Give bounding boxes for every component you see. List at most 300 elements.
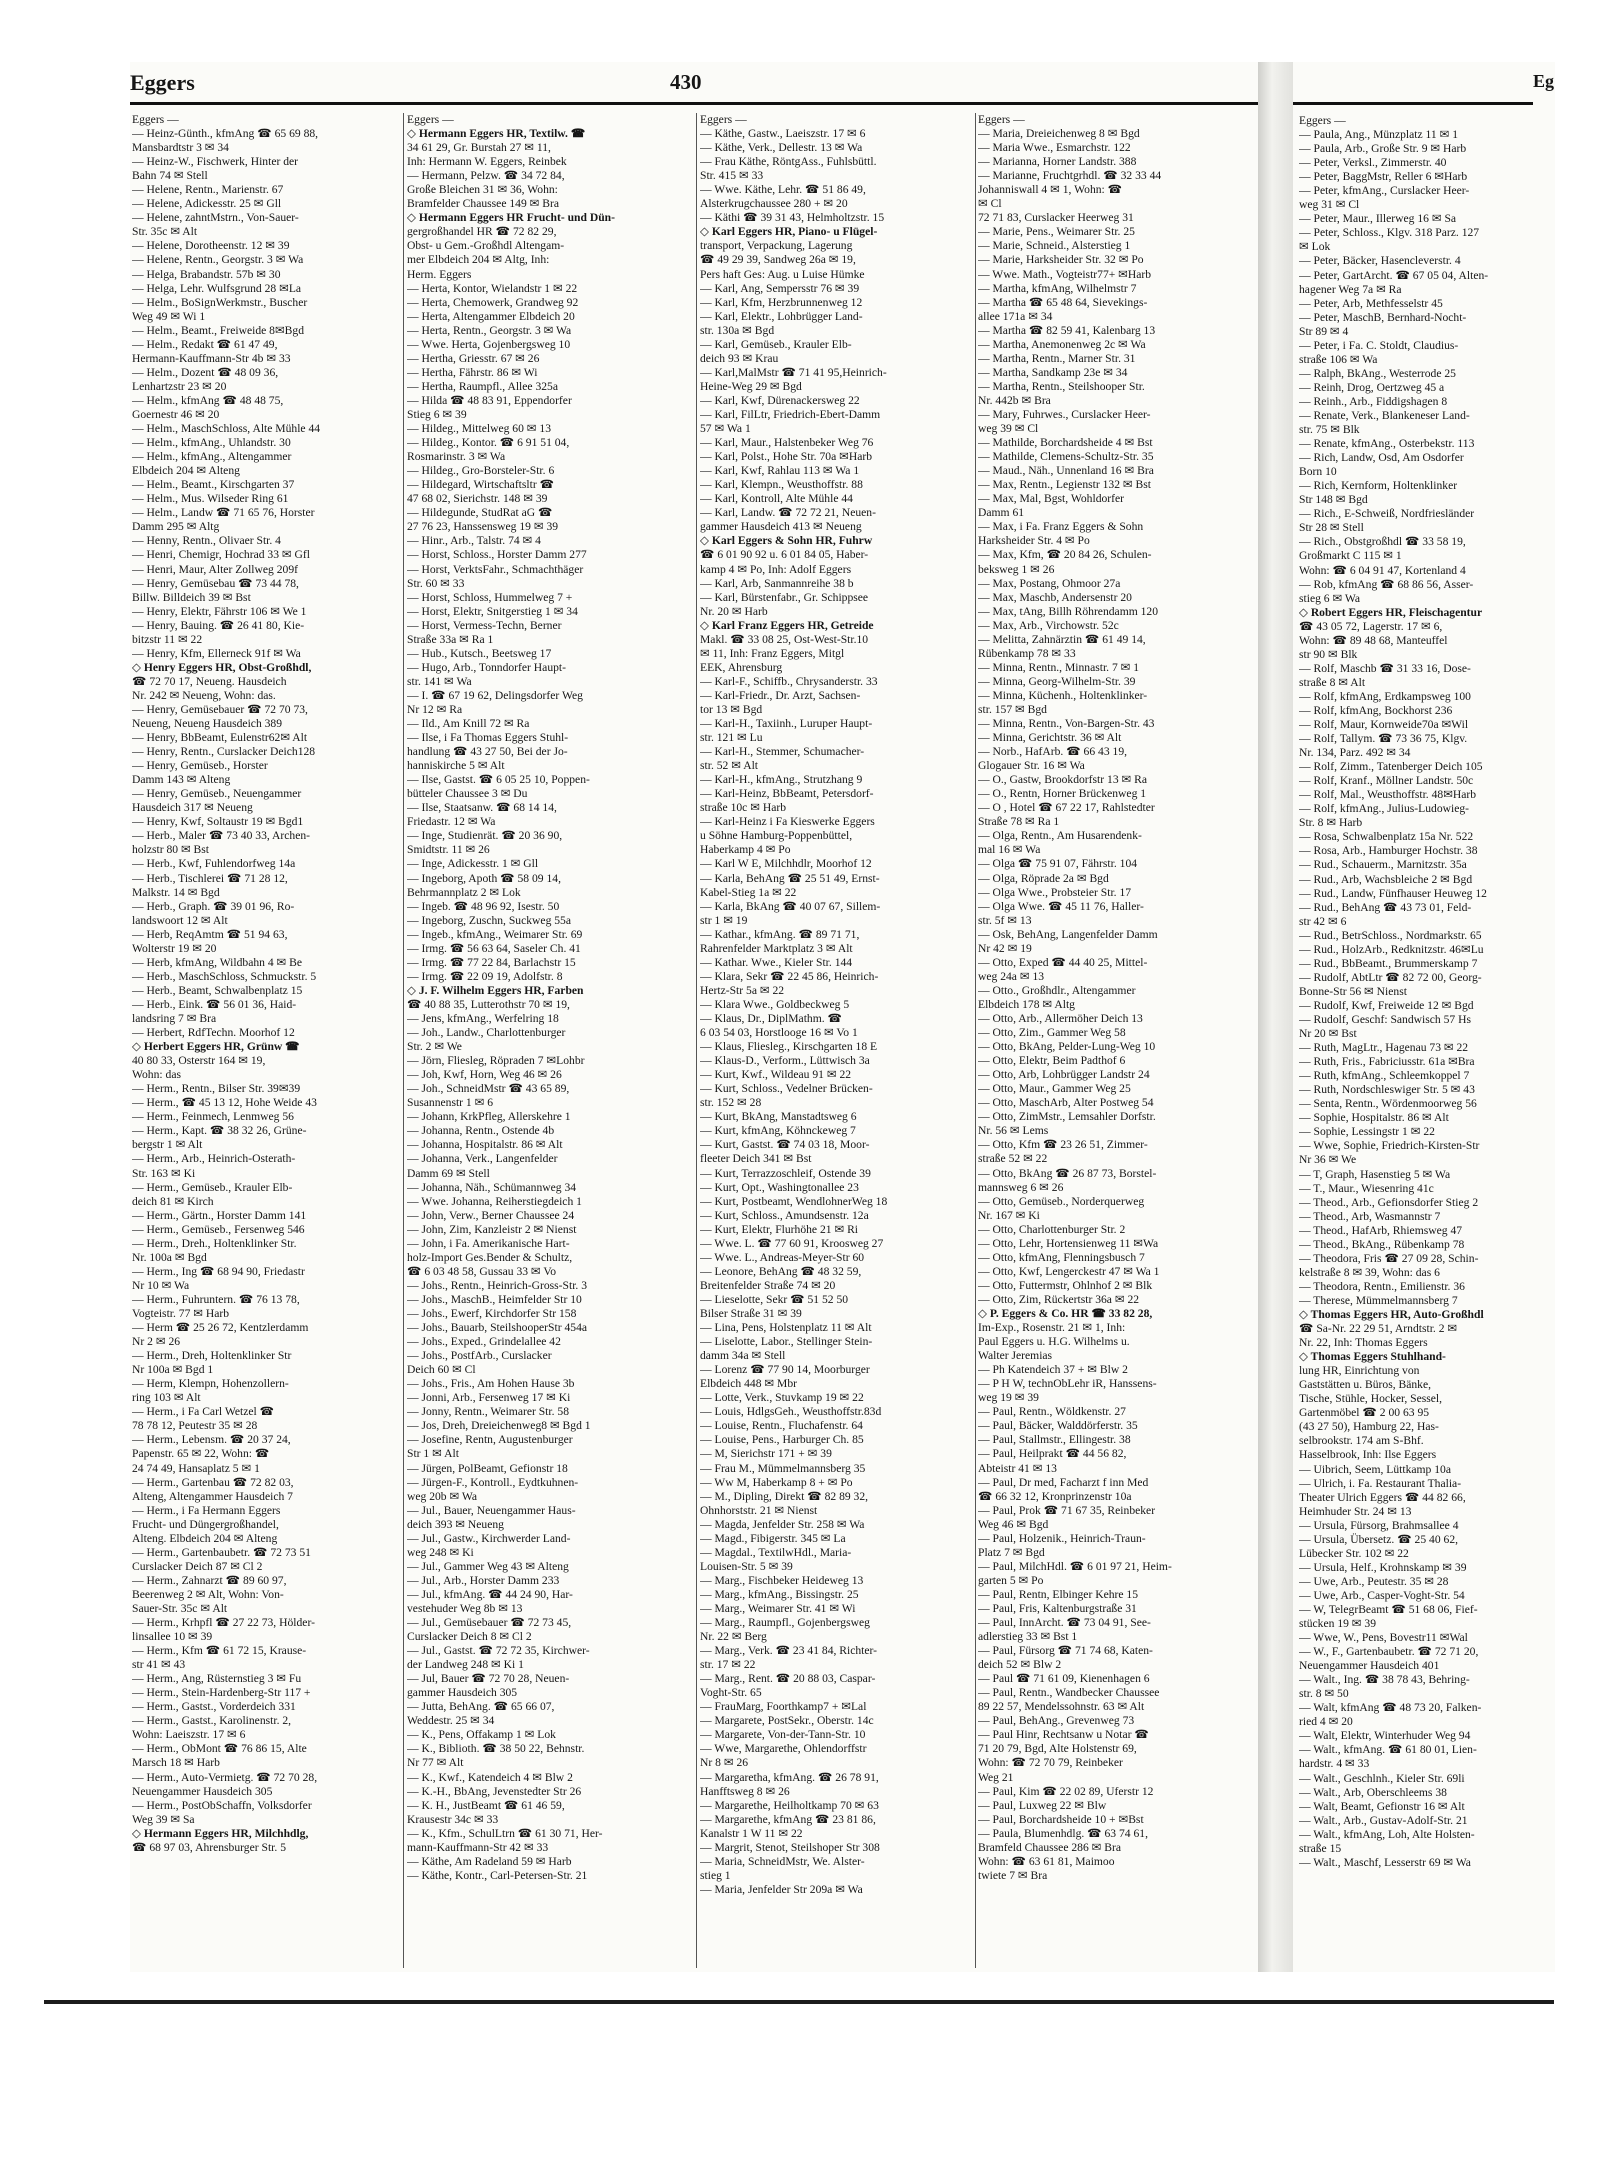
directory-entry-line: Marsch 18 ✉ Harb bbox=[132, 1756, 220, 1770]
directory-entry-line: — Olga, Röprade 2a ✉ Bgd bbox=[978, 871, 1109, 885]
directory-entry-line: — Ingeb., kfmAng., Weimarer Str. 69 bbox=[407, 927, 583, 941]
directory-entry-line: — Magd., Fibigerstr. 345 ✉ La bbox=[700, 1531, 846, 1545]
directory-entry-line: — Rolf, Mal., Weusthoffstr. 48✉Harb bbox=[1299, 788, 1477, 802]
directory-entry-line: Bramfeld Chaussee 286 ✉ Bra bbox=[978, 1840, 1122, 1854]
directory-entry-line: beksweg 1 ✉ 26 bbox=[978, 562, 1055, 576]
directory-entry-line: — Margarethe, kfmAng ☎ 23 81 86, bbox=[700, 1812, 876, 1826]
directory-entry-line: — Frau M., Mümmelmannsberg 35 bbox=[700, 1461, 866, 1475]
directory-entry-line: — Paul, Fris, Kaltenburgstraße 31 bbox=[978, 1601, 1137, 1615]
directory-entry-line: — Wwe. Math., Vogteistr77+ ✉Harb bbox=[978, 267, 1152, 281]
directory-entry-line: — Rolf, Tallym. ☎ 73 36 75, Klgv. bbox=[1299, 732, 1468, 746]
directory-entry-line: ☎ 6 03 48 58, Gussau 33 ✉ Vo bbox=[407, 1264, 557, 1278]
directory-entry-line: — Herm., Gastst., Karolinenstr. 2, bbox=[132, 1714, 292, 1728]
directory-entry-line: — Reinh., Arb., Fiddigshagen 8 bbox=[1299, 394, 1448, 408]
directory-entry-line: — Rich, Kernform, Holtenklinker bbox=[1299, 479, 1458, 493]
column-divider bbox=[403, 113, 404, 1968]
directory-entry-line: — Walt., Arb., Gustav-Adolf-Str. 21 bbox=[1299, 1813, 1468, 1827]
directory-entry-line: — Walt., Arb, Oberschleems 38 bbox=[1299, 1785, 1447, 1799]
directory-entry-line: — Maria, SchneidMstr, We. Alster- bbox=[700, 1854, 865, 1868]
directory-entry-line: Nr 8 ✉ 26 bbox=[700, 1756, 749, 1770]
directory-entry-line: — Paul, Heilprakt ☎ 44 56 82, bbox=[978, 1447, 1127, 1461]
directory-entry-line: — Norb., HafArb. ☎ 66 43 19, bbox=[978, 745, 1128, 759]
directory-entry-line: — Minna, Rentn., Minnastr. 7 ✉ 1 bbox=[978, 660, 1140, 674]
directory-entry-line: — Kurt, Gastst. ☎ 74 03 18, Moor- bbox=[700, 1138, 870, 1152]
directory-entry-line: — Maria Wwe., Esmarchstr. 122 bbox=[978, 141, 1131, 155]
directory-entry-line: — Otto, Exped ☎ 44 40 25, Mittel- bbox=[978, 955, 1148, 969]
directory-entry-line: — Herm., Gartenbaubetr. ☎ 72 73 51 bbox=[132, 1545, 311, 1559]
directory-entry-line: — Herm., ☎ 45 13 12, Hohe Weide 43 bbox=[132, 1096, 317, 1110]
directory-entry-line: — Karl, Kontroll, Alte Mühle 44 bbox=[700, 492, 853, 506]
directory-entry-line: — Mathilde, Borchardsheide 4 ✉ Bst bbox=[978, 436, 1153, 450]
directory-entry-line: — Horst, Schloss., Horster Damm 277 bbox=[407, 548, 587, 562]
directory-entry-line: — W., F., Gartenbaubetr. ☎ 72 71 20, bbox=[1299, 1645, 1479, 1659]
directory-entry-line: — Johann, KrkPfleg, Allerskehre 1 bbox=[407, 1110, 571, 1124]
directory-entry-line: — W, TelegrBeamt ☎ 51 68 06, Fief- bbox=[1299, 1602, 1478, 1616]
directory-entry-line: — Josefine, Rentn, Augustenburger bbox=[407, 1433, 573, 1447]
directory-entry-line: — Karl, Landw. ☎ 72 72 21, Neuen- bbox=[700, 506, 876, 520]
directory-entry-line: — Johs., MaschB., Heimfelder Str 10 bbox=[407, 1292, 582, 1306]
directory-entry-line: — Joh., SchneidMstr ☎ 43 65 89, bbox=[407, 1082, 570, 1096]
directory-entry-line: Ohnhorststr. 21 ✉ Nienst bbox=[700, 1503, 818, 1517]
directory-entry-line: — Rolf, kfmAng, Bockhorst 236 bbox=[1299, 703, 1453, 717]
directory-entry-line: — Paul, Holzenik., Heinrich-Traun- bbox=[978, 1531, 1146, 1545]
directory-entry-line: — Helm., Landw ☎ 71 65 76, Horster bbox=[132, 506, 315, 520]
directory-entry-line: Eggers — bbox=[1299, 114, 1346, 127]
directory-entry-line: Neuengammer Hausdeich 305 bbox=[132, 1784, 273, 1798]
column-2 bbox=[407, 113, 667, 1993]
directory-entry-line: — Herm., Gemüseb., Fersenweg 546 bbox=[132, 1222, 305, 1236]
directory-entry-line: ◇ Hermann Eggers HR, Textilw. ☎ bbox=[407, 127, 586, 141]
directory-entry-line: bitzstr 11 ✉ 22 bbox=[132, 632, 203, 646]
directory-entry-line: — Hertha, Griesstr. 67 ✉ 26 bbox=[407, 351, 540, 365]
directory-entry-line: — Rolf, Zimm., Tatenberger Deich 105 bbox=[1299, 760, 1483, 774]
directory-entry-line: — Olga, Rentn., Am Husarendenk- bbox=[978, 829, 1142, 843]
directory-entry-line: — Henry, Gemüseb., Neuengammer bbox=[132, 787, 302, 801]
directory-entry-line: — Ruth, Fris., Fabriciusstr. 61a ✉Bra bbox=[1299, 1055, 1475, 1069]
directory-entry-line: Bramfelder Chaussee 149 ✉ Bra bbox=[407, 197, 560, 211]
directory-entry-line: kamp 4 ✉ Po, Inh: Adolf Eggers bbox=[700, 562, 852, 576]
directory-entry-line: — Herb, kfmAng, Wildbahn 4 ✉ Be bbox=[132, 955, 303, 969]
directory-entry-line: Rübenkamp 78 ✉ 33 bbox=[978, 646, 1076, 660]
directory-entry-line: Herm. Eggers bbox=[407, 267, 472, 281]
directory-entry-line: Theater Ulrich Eggers ☎ 44 82 66, bbox=[1299, 1490, 1466, 1504]
directory-entry-line: Lenhartzstr 23 ✉ 20 bbox=[132, 379, 227, 393]
directory-entry-line: — Mathilde, Clemens-Schultz-Str. 35 bbox=[978, 450, 1154, 464]
directory-entry-line: — Herm., Gemüseb., Krauler Elb- bbox=[132, 1180, 293, 1194]
directory-entry-line: — Helene, Dorotheenstr. 12 ✉ 39 bbox=[132, 239, 290, 253]
directory-entry-line: — K., Pens, Offakamp 1 ✉ Lok bbox=[407, 1728, 556, 1742]
directory-entry-line: — Karl, Elektr., Lohbrügger Land- bbox=[700, 309, 863, 323]
directory-entry-line: — Marie, Schneid., Alsterstieg 1 bbox=[978, 239, 1131, 253]
directory-entry-line: Nr. 134, Parz. 492 ✉ 34 bbox=[1299, 746, 1411, 760]
directory-entry-line: — Otto, Maur., Gammer Weg 25 bbox=[978, 1082, 1131, 1096]
directory-entry-line: Str. 2 ✉ We bbox=[407, 1040, 462, 1054]
directory-entry-line: holzstr 80 ✉ Bst bbox=[132, 843, 210, 857]
directory-entry-line: Str. 163 ✉ Ki bbox=[132, 1166, 196, 1180]
directory-entry-line: — Kathar. Wwe., Kieler Str. 144 bbox=[700, 955, 853, 969]
directory-entry-line: mer Elbdeich 204 ✉ Altg, Inh: bbox=[407, 253, 550, 267]
directory-entry-line: — Paul, Rentn, Elbinger Kehre 15 bbox=[978, 1587, 1139, 1601]
directory-entry-line: Nr. 56 ✉ Lems bbox=[978, 1124, 1049, 1138]
directory-entry-line: — Minna, Georg-Wilhelm-Str. 39 bbox=[978, 674, 1136, 688]
directory-entry-line: — Helm., MaschSchloss, Alte Mühle 44 bbox=[132, 422, 321, 436]
directory-entry-line: — Hildegard, Wirtschaftsltr ☎ bbox=[407, 478, 555, 492]
directory-entry-line: — Karl-Friedr., Dr. Arzt, Sachsen- bbox=[700, 688, 861, 702]
directory-entry-line: ☎ 66 32 12, Kronprinzenstr 10a bbox=[978, 1489, 1132, 1503]
directory-entry-line: — Ruth, kfmAng., Schleemkoppel 7 bbox=[1299, 1069, 1470, 1083]
directory-entry-line: Nr. 442b ✉ Bra bbox=[978, 393, 1051, 407]
directory-entry-line: — Henry, Gemüsebauer ☎ 72 70 73, bbox=[132, 702, 308, 716]
header-rule bbox=[130, 102, 1258, 105]
directory-entry-line: — Wwe. L., Andreas-Meyer-Str 60 bbox=[700, 1250, 865, 1264]
directory-entry-line: — Peter, kfmAng., Curslacker Heer- bbox=[1299, 184, 1470, 198]
directory-entry-line: — Walt, kfmAng ☎ 48 73 20, Falken- bbox=[1299, 1701, 1482, 1715]
directory-entry-line: — Peter, Verksl., Zimmerstr. 40 bbox=[1299, 156, 1447, 170]
directory-entry-line: — Johanna, Näh., Schümannweg 34 bbox=[407, 1180, 577, 1194]
directory-entry-line: — Käthe, Verk., Dellestr. 13 ✉ Wa bbox=[700, 141, 863, 155]
directory-entry-line: — Klara Wwe., Goldbeckweg 5 bbox=[700, 997, 850, 1011]
directory-entry-line: — Hildeg., Gro-Borsteler-Str. 6 bbox=[407, 464, 555, 478]
directory-entry-line: — Helene, Adickesstr. 25 ✉ Gll bbox=[132, 197, 282, 211]
directory-entry-line: — Rolf, Maschb ☎ 31 33 16, Dose- bbox=[1299, 661, 1471, 675]
directory-entry-line: Vogteistr. 77 ✉ Harb bbox=[132, 1306, 230, 1320]
directory-entry-line: — Herm., Gastst., Vorderdeich 331 bbox=[132, 1700, 296, 1714]
directory-entry-line: stieg 6 ✉ Wa bbox=[1299, 591, 1361, 605]
directory-entry-line: — Kurt, Schloss., Vedelner Brücken- bbox=[700, 1082, 873, 1096]
directory-entry-line: — Johs., Ewerf, Kirchdorfer Str 158 bbox=[407, 1306, 577, 1320]
directory-entry-line: — Paul, Fürsorg ☎ 71 74 68, Katen- bbox=[978, 1644, 1153, 1658]
directory-entry-line: — Karl, Ang, Sempersstr 76 ✉ 39 bbox=[700, 281, 860, 295]
book-gutter bbox=[1258, 62, 1293, 1972]
directory-entry-line: EEK, Ahrensburg bbox=[700, 660, 783, 674]
directory-entry-line: — Herb, ReqAmtm ☎ 51 94 63, bbox=[132, 927, 288, 941]
directory-entry-line: — Marg., Verk. ☎ 23 41 84, Richter- bbox=[700, 1644, 878, 1658]
directory-entry-line: — O., Rentn, Horner Brückenweg 1 bbox=[978, 787, 1147, 801]
directory-entry-line: Deich 60 ✉ Cl bbox=[407, 1363, 476, 1377]
directory-entry-line: Lübecker Str. 102 ✉ 22 bbox=[1299, 1546, 1409, 1560]
directory-entry-line: stieg 1 bbox=[700, 1868, 731, 1882]
directory-entry-line: kelstraße 8 ✉ 39, Wohn: das 6 bbox=[1299, 1265, 1440, 1279]
directory-entry-line: Nr 12 ✉ Ra bbox=[407, 702, 463, 716]
directory-entry-line: — Herb., Maler ☎ 73 40 33, Archen- bbox=[132, 829, 310, 843]
directory-entry-line: — Theod., Arb., Gefionsdorfer Stieg 2 bbox=[1299, 1195, 1479, 1209]
directory-entry-line: — Jonny, Rentn., Weimarer Str. 58 bbox=[407, 1405, 570, 1419]
directory-entry-line: — Kurt, Terrazzoschleif, Ostende 39 bbox=[700, 1166, 871, 1180]
directory-entry-line: Kabel-Stieg 1a ✉ 22 bbox=[700, 885, 797, 899]
directory-entry-line: — Herm., PostObSchaffn, Volksdorfer bbox=[132, 1798, 312, 1812]
directory-entry-line: — Horst, Vermess-Techn, Berner bbox=[407, 618, 562, 632]
directory-entry-line: — Martha, Rentn., Steilshooper Str. bbox=[978, 379, 1145, 393]
directory-entry-line: — Marg., Fischbeker Heideweg 13 bbox=[700, 1573, 864, 1587]
directory-entry-line: — Magdal., TextilwHdl., Maria- bbox=[700, 1545, 852, 1559]
directory-entry-line: — Reinh, Drog, Oertzweg 45 a bbox=[1299, 380, 1445, 394]
directory-entry-line: — Walt., Maschf, Lesserstr 69 ✉ Wa bbox=[1299, 1855, 1471, 1869]
directory-entry-line: — Marg., kfmAng., Bissingstr. 25 bbox=[700, 1587, 859, 1601]
directory-entry-line: Bilser Straße 31 ✉ 39 bbox=[700, 1306, 802, 1320]
directory-entry-line: ◇ Henry Eggers HR, Obst-Großhdl, bbox=[132, 660, 312, 674]
directory-entry-line: deich 93 ✉ Krau bbox=[700, 351, 779, 365]
directory-entry-line: Weg 21 bbox=[978, 1770, 1014, 1784]
directory-entry-line: — Rosa, Schwalbenplatz 15a Nr. 522 bbox=[1299, 830, 1474, 844]
directory-entry-line: 24 74 49, Hansaplatz 5 ✉ 1 bbox=[132, 1461, 260, 1475]
directory-entry-line: — Herm., Dreh, Holtenklinker Str bbox=[132, 1349, 292, 1363]
directory-entry-line: — Melitta, Zahnärztin ☎ 61 49 14, bbox=[978, 632, 1146, 646]
directory-entry-line: — Herb., Kwf, Fuhlendorfweg 14a bbox=[132, 857, 296, 871]
directory-entry-line: — Karl, Kfm, Herzbrunnenweg 12 bbox=[700, 295, 863, 309]
directory-entry-line: Großmarkt C 115 ✉ 1 bbox=[1299, 549, 1402, 563]
directory-entry-line: — Johanna, Rentn., Ostende 4b bbox=[407, 1124, 555, 1138]
directory-entry-line: Friedastr. 12 ✉ Wa bbox=[407, 815, 496, 829]
directory-entry-line: — Uibrich, Seem, Lüttkamp 10a bbox=[1299, 1462, 1451, 1476]
directory-entry-line: — Senta, Rentn., Wördenmoorweg 56 bbox=[1299, 1097, 1477, 1111]
directory-entry-line: — Helm., Mus. Wilseder Ring 61 bbox=[132, 492, 289, 506]
directory-entry-line: Hausdeich 317 ✉ Neueng bbox=[132, 801, 253, 815]
directory-entry-line: Damm 69 ✉ Stell bbox=[407, 1166, 490, 1180]
directory-entry-line: Malkstr. 14 ✉ Bgd bbox=[132, 885, 220, 899]
directory-entry-line: — Otto, Arb, Lohbrügger Landstr 24 bbox=[978, 1068, 1150, 1082]
directory-entry-line: — T, Graph, Hasenstieg 5 ✉ Wa bbox=[1299, 1167, 1451, 1181]
directory-entry-line: — Jul, Bauer ☎ 72 70 28, Neuen- bbox=[407, 1672, 570, 1686]
directory-entry-line: — Rud., Landw, Fünfhauser Heuweg 12 bbox=[1299, 886, 1487, 900]
directory-entry-line: — K., Biblioth. ☎ 38 50 22, Behnstr. bbox=[407, 1742, 585, 1756]
directory-entry-line: — Karla, BehAng ☎ 25 51 49, Ernst- bbox=[700, 871, 880, 885]
directory-entry-line: Rosmarinstr. 3 ✉ Wa bbox=[407, 450, 506, 464]
directory-entry-line: — Ww M, Haberkamp 8 + ✉ Po bbox=[700, 1475, 853, 1489]
directory-entry-line: — Jul., Gastw., Kirchwerder Land- bbox=[407, 1531, 571, 1545]
directory-entry-line: — Theodora, Fris ☎ 27 09 28, Schin- bbox=[1299, 1251, 1479, 1265]
directory-entry-line: — Olga ☎ 75 91 07, Fährstr. 104 bbox=[978, 857, 1138, 871]
directory-entry-line: Str 148 ✉ Bgd bbox=[1299, 493, 1368, 507]
directory-entry-line: — Ilse, Gastst. ☎ 6 05 25 10, Poppen- bbox=[407, 773, 590, 787]
directory-entry-line: — Peter, Maur., Illerweg 16 ✉ Sa bbox=[1299, 212, 1457, 226]
directory-entry-line: — Kurt, BkAng, Manstadtsweg 6 bbox=[700, 1110, 857, 1124]
directory-entry-line: 34 61 29, Gr. Burstah 27 ✉ 11, bbox=[407, 141, 551, 155]
directory-entry-line: — Margaretha, kfmAng. ☎ 26 78 91, bbox=[700, 1770, 879, 1784]
directory-entry-line: Neuengammer Hausdeich 401 bbox=[1299, 1659, 1440, 1673]
directory-entry-line: — Karl-Heinz i Fa Kieswerke Eggers bbox=[700, 815, 875, 829]
directory-entry-line: — Martha ☎ 82 59 41, Kalenbarg 13 bbox=[978, 323, 1156, 337]
directory-entry-line: — Walt., kfmAng. ☎ 61 80 01, Lien- bbox=[1299, 1743, 1477, 1757]
directory-entry-line: 47 68 02, Sierichstr. 148 ✉ 39 bbox=[407, 492, 548, 506]
directory-entry-line: Nr 100a ✉ Bgd 1 bbox=[132, 1363, 214, 1377]
directory-entry-line: — Uwe, Arb., Casper-Voght-Str. 54 bbox=[1299, 1588, 1465, 1602]
directory-entry-line: hardstr. 4 ✉ 33 bbox=[1299, 1757, 1370, 1771]
directory-entry-line: — Paula, Blumenhdlg. ☎ 63 74 61, bbox=[978, 1826, 1148, 1840]
directory-entry-line: Mansbardtstr 3 ✉ 34 bbox=[132, 141, 229, 155]
directory-entry-line: — Helene, zahntMstrn., Von-Sauer- bbox=[132, 211, 299, 225]
directory-entry-line: — Otto, Kwf, Lengerckestr 47 ✉ Wa 1 bbox=[978, 1264, 1160, 1278]
directory-entry-line: ☎ 68 97 03, Ahrensburger Str. 5 bbox=[132, 1840, 286, 1854]
running-head-name: Eggers bbox=[130, 70, 195, 95]
directory-entry-line: — Henri, Chemigr, Hochrad 33 ✉ Gfl bbox=[132, 548, 310, 562]
directory-entry-line: — Max, Maschb, Andersenstr 20 bbox=[978, 590, 1132, 604]
directory-entry-line: Wohn: ☎ 63 61 81, Maimoo bbox=[978, 1854, 1115, 1868]
directory-entry-line: — Magda, Jenfelder Str. 258 ✉ Wa bbox=[700, 1517, 865, 1531]
directory-entry-line: — Inge, Adickesstr. 1 ✉ Gll bbox=[407, 857, 539, 871]
directory-entry-line: — Joh, Kwf, Horn, Weg 46 ✉ 26 bbox=[407, 1068, 562, 1082]
directory-entry-line: 57 ✉ Wa 1 bbox=[700, 422, 751, 436]
directory-entry-line: — Jul., kfmAng. ☎ 44 24 90, Har- bbox=[407, 1587, 573, 1601]
directory-entry-line: — Minna, Gerichtstr. 36 ✉ Alt bbox=[978, 731, 1122, 745]
directory-entry-line: — Wwe, W., Pens, Bovestr11 ✉Wal bbox=[1299, 1631, 1468, 1645]
directory-entry-line: — Theod., BkAng., Rübenkamp 78 bbox=[1299, 1237, 1465, 1251]
directory-entry-line: weg 39 ✉ Cl bbox=[978, 422, 1039, 436]
scan-border bbox=[44, 2000, 1554, 2004]
directory-entry-line: — Horst, VerktsFahr., Schmachthäger bbox=[407, 562, 584, 576]
directory-entry-line: Damm 143 ✉ Alteng bbox=[132, 773, 231, 787]
directory-entry-line: bergstr 1 ✉ Alt bbox=[132, 1138, 203, 1152]
directory-entry-line: — Karl, Arb, Sanmannreihe 38 b bbox=[700, 576, 854, 590]
directory-entry-line: ◇ Karl Eggers & Sohn HR, Fuhrw bbox=[700, 534, 873, 548]
directory-entry-line: Nr. 20 ✉ Harb bbox=[700, 604, 768, 618]
directory-entry-line: — Max, Kfm, ☎ 20 84 26, Schulen- bbox=[978, 548, 1152, 562]
directory-entry-line: Alteng, Altengammer Hausdeich 7 bbox=[132, 1489, 293, 1503]
directory-entry-line: — Johs., Rentn., Heinrich-Gross-Str. 3 bbox=[407, 1278, 588, 1292]
directory-entry-line: — Otto, Futtermstr, Ohlnhof 2 ✉ Blk bbox=[978, 1278, 1153, 1292]
directory-entry-line: Weg 46 ✉ Bgd bbox=[978, 1517, 1049, 1531]
directory-entry-line: — Ilse, Staatsanw. ☎ 68 14 14, bbox=[407, 801, 557, 815]
directory-entry-line: — Maria, Dreieichenweg 8 ✉ Bgd bbox=[978, 127, 1140, 141]
directory-entry-line: — Jos, Dreh, Dreieichenweg8 ✉ Bgd 1 bbox=[407, 1419, 591, 1433]
directory-entry-line: weg 20b ✉ Wa bbox=[407, 1489, 478, 1503]
directory-entry-line: garten 5 ✉ Po bbox=[978, 1573, 1044, 1587]
directory-entry-line: str. 121 ✉ Lu bbox=[700, 731, 763, 745]
directory-entry-line: weg 248 ✉ Ki bbox=[407, 1545, 474, 1559]
directory-entry-line: — Herm., Ang, Rüsternstieg 3 ✉ Fu bbox=[132, 1672, 302, 1686]
directory-entry-line: — Otto, Lehr, Hortensienweg 11 ✉Wa bbox=[978, 1236, 1159, 1250]
directory-entry-line: — Rob, kfmAng ☎ 68 86 56, Asser- bbox=[1299, 577, 1474, 591]
directory-entry-line: straße 15 bbox=[1299, 1841, 1342, 1855]
directory-entry-line: 27 76 23, Hanssensweg 19 ✉ 39 bbox=[407, 520, 559, 534]
directory-entry-line: Im-Exp., Rosenstr. 21 ✉ 1, Inh: bbox=[978, 1321, 1126, 1335]
column-divider bbox=[696, 113, 697, 1968]
directory-entry-line: — Henri, Maur, Alter Zollweg 209f bbox=[132, 562, 298, 576]
directory-entry-line: Obst- u Gem.-Großhdl Altengam- bbox=[407, 239, 565, 253]
facing-page bbox=[1293, 62, 1533, 1972]
directory-entry-line: — Ursula, Fürsorg, Brahmsallee 4 bbox=[1299, 1518, 1459, 1532]
directory-entry-line: — Minna, Küchenh., Holtenklinker- bbox=[978, 688, 1148, 702]
directory-entry-line: Heine-Weg 29 ✉ Bgd bbox=[700, 379, 802, 393]
directory-entry-line: allee 171a ✉ 34 bbox=[978, 309, 1053, 323]
directory-entry-line: — Herta, Altengammer Elbdeich 20 bbox=[407, 309, 575, 323]
directory-entry-line: — Lina, Pens, Holstenplatz 11 ✉ Alt bbox=[700, 1321, 872, 1335]
directory-entry-line: linsallee 10 ✉ 39 bbox=[132, 1630, 213, 1644]
directory-entry-line: Gaststätten u. Büros, Bänke, bbox=[1299, 1378, 1432, 1392]
directory-entry-line: 6 03 54 03, Horstlooge 16 ✉ Vo 1 bbox=[700, 1026, 858, 1040]
directory-entry-line: — Herb., MaschSchloss, Schmuckstr. 5 bbox=[132, 969, 317, 983]
directory-entry-line: — Paul ☎ 71 61 09, Kienenhagen 6 bbox=[978, 1672, 1150, 1686]
directory-entry-line: str 41 ✉ 43 bbox=[132, 1658, 186, 1672]
directory-entry-line: — Paul, InnArcht. ☎ 73 04 91, See- bbox=[978, 1616, 1151, 1630]
directory-entry-line: Str 89 ✉ 4 bbox=[1299, 324, 1349, 338]
directory-entry-line: — Jörn, Fliesleg, Röpraden 7 ✉Lohbr bbox=[407, 1054, 585, 1068]
directory-entry-line: weg 19 ✉ 39 bbox=[978, 1391, 1039, 1405]
directory-entry-line: (43 27 50), Hamburg 22, Has- bbox=[1299, 1420, 1439, 1434]
directory-entry-line: Alteng. Elbdeich 204 ✉ Alteng bbox=[132, 1531, 278, 1545]
directory-entry-line: Weddestr. 25 ✉ 34 bbox=[407, 1714, 495, 1728]
directory-entry-line: str. 75 ✉ Blk bbox=[1299, 423, 1360, 437]
directory-entry-line: Hasselbrook, Inh: Ilse Eggers bbox=[1299, 1448, 1437, 1462]
page-number: 430 bbox=[670, 70, 702, 94]
directory-entry-line: — Rud., HolzArb., Redknitzstr. 46✉Lu bbox=[1299, 942, 1484, 956]
directory-entry-line: — Hugo, Arb., Tonndorfer Haupt- bbox=[407, 660, 567, 674]
directory-entry-line: — Margarethe, Heilholtkamp 70 ✉ 63 bbox=[700, 1798, 879, 1812]
directory-entry-line: twiete 7 ✉ Bra bbox=[978, 1868, 1048, 1882]
directory-entry-line: — Marianna, Horner Landstr. 388 bbox=[978, 155, 1137, 169]
directory-entry-line: — Horst, Elektr, Snitgerstieg 1 ✉ 34 bbox=[407, 604, 578, 618]
directory-entry-line: Abteistr 41 ✉ 13 bbox=[978, 1461, 1057, 1475]
directory-entry-line: str 1 ✉ 19 bbox=[700, 913, 748, 927]
directory-entry-line: Nr. 167 ✉ Ki bbox=[978, 1208, 1040, 1222]
next-page-edge bbox=[1533, 62, 1555, 1972]
directory-entry-line: Johanniswall 4 ✉ 1, Wohn: ☎ bbox=[978, 183, 1123, 197]
directory-entry-line: — Heinz-Günth., kfmAng ☎ 65 69 88, bbox=[132, 127, 319, 141]
directory-entry-line: — Max, i Fa. Franz Eggers & Sohn bbox=[978, 520, 1144, 534]
directory-entry-line: Curslacker Deich 87 ✉ Cl 2 bbox=[132, 1559, 263, 1573]
directory-entry-line: — Jürgen-F., Kontroll., Eydtkuhnen- bbox=[407, 1475, 579, 1489]
directory-entry-line: Papenstr. 65 ✉ 22, Wohn: ☎ bbox=[132, 1447, 270, 1461]
directory-entry-line: — Helga, Brabandstr. 57b ✉ 30 bbox=[132, 267, 281, 281]
directory-entry-line: — K. H., JustBeamt ☎ 61 46 59, bbox=[407, 1798, 565, 1812]
directory-entry-line: — I. ☎ 67 19 62, Delingsdorfer Weg bbox=[407, 688, 583, 702]
directory-entry-line: — Ph Katendeich 37 + ✉ Blw 2 bbox=[978, 1363, 1128, 1377]
directory-entry-line: — Herm., Gartenbau ☎ 72 82 03, bbox=[132, 1475, 294, 1489]
directory-entry-line: — Helm., Beamt., Kirschgarten 37 bbox=[132, 478, 295, 492]
directory-entry-line: vestehuder Weg 8b ✉ 13 bbox=[407, 1601, 523, 1615]
directory-entry-line: ◇ Robert Eggers HR, Fleischagentur bbox=[1299, 605, 1483, 619]
directory-entry-line: — Paula, Arb., Große Str. 9 ✉ Harb bbox=[1299, 142, 1467, 156]
directory-entry-line: — Rud., BetrSchloss., Nordmarkstr. 65 bbox=[1299, 928, 1482, 942]
directory-entry-line: — Otto, ZimMstr., Lemsahler Dorfstr. bbox=[978, 1110, 1156, 1124]
directory-entry-line: — Rolf, Maur, Kornweide70a ✉Wil bbox=[1299, 718, 1469, 732]
directory-entry-line: — Margarete, Von-der-Tann-Str. 10 bbox=[700, 1728, 866, 1742]
directory-entry-line: straße 10c ✉ Harb bbox=[700, 801, 787, 815]
directory-entry-line: — Johs., Fris., Am Hohen Hause 3b bbox=[407, 1377, 575, 1391]
directory-entry-line: Breitenfelder Straße 74 ✉ 20 bbox=[700, 1278, 836, 1292]
directory-entry-line: ✉ 11, Inh: Franz Eggers, Mitgl bbox=[700, 646, 845, 660]
directory-entry-line: Behrmannplatz 2 ✉ Lok bbox=[407, 885, 521, 899]
directory-entry-line: Alsterkrugchaussee 280 + ✉ 20 bbox=[700, 197, 848, 211]
directory-entry-line: — Wwe. Johanna, Reiherstiegdeich 1 bbox=[407, 1194, 582, 1208]
directory-entry-line: — Walt., Geschlnh., Kieler Str. 69li bbox=[1299, 1771, 1465, 1785]
directory-entry-line: — Herm., Krhpfl ☎ 27 22 73, Hölder- bbox=[132, 1616, 315, 1630]
directory-entry-line: — Liselotte, Labor., Stellinger Stein- bbox=[700, 1335, 873, 1349]
directory-entry-line: Wolterstr 19 ✉ 20 bbox=[132, 941, 217, 955]
directory-entry-line: ◇ Hermann Eggers HR Frucht- und Dün- bbox=[407, 211, 615, 225]
directory-entry-line: str. 152 ✉ 28 bbox=[700, 1096, 762, 1110]
directory-entry-line: Bahn 74 ✉ Stell bbox=[132, 169, 208, 183]
directory-entry-line: str. 8 ✉ 50 bbox=[1299, 1687, 1349, 1701]
directory-entry-line: Platz 7 ✉ Bgd bbox=[978, 1545, 1045, 1559]
directory-entry-line: Voght-Str. 65 bbox=[700, 1686, 762, 1700]
directory-entry-line: — Otto, BkAng ☎ 26 87 73, Borstel- bbox=[978, 1166, 1157, 1180]
directory-entry-line: — Louise, Pens., Harburger Ch. 85 bbox=[700, 1433, 864, 1447]
directory-entry-line: — Paula, Ang., Münzplatz 11 ✉ 1 bbox=[1299, 128, 1459, 142]
directory-entry-line: Gartenmöbel ☎ 2 00 63 95 bbox=[1299, 1406, 1430, 1420]
directory-entry-line: — Marg., Raumpfl., Gojenbergsweg bbox=[700, 1616, 870, 1630]
directory-entry-line: — Henry, Bauing. ☎ 26 41 80, Kie- bbox=[132, 618, 305, 632]
directory-entry-line: ring 103 ✉ Alt bbox=[132, 1391, 201, 1405]
directory-entry-line: — Rudolf, Geschf: Sandwisch 57 Hs bbox=[1299, 1013, 1471, 1026]
directory-entry-line: — Klaus, Dr., DiplMathm. ☎ bbox=[700, 1012, 842, 1025]
directory-entry-line: — Frau Käthe, RöntgAss., Fuhlsbüttl. bbox=[700, 155, 877, 169]
directory-entry-line: — Sophie, Lessingstr 1 ✉ 22 bbox=[1299, 1125, 1435, 1139]
directory-entry-line: — K., Kwf., Katendeich 4 ✉ Blw 2 bbox=[407, 1770, 573, 1784]
directory-entry-line: u Söhne Hamburg-Poppenbüttel, bbox=[700, 829, 853, 843]
directory-entry-line: — Therese, Mümmelmannsberg 7 bbox=[1299, 1293, 1458, 1307]
directory-entry-line: — K.-H., BbAng, Jevenstedter Str 26 bbox=[407, 1784, 582, 1798]
directory-entry-line: Eggers — bbox=[978, 113, 1025, 126]
